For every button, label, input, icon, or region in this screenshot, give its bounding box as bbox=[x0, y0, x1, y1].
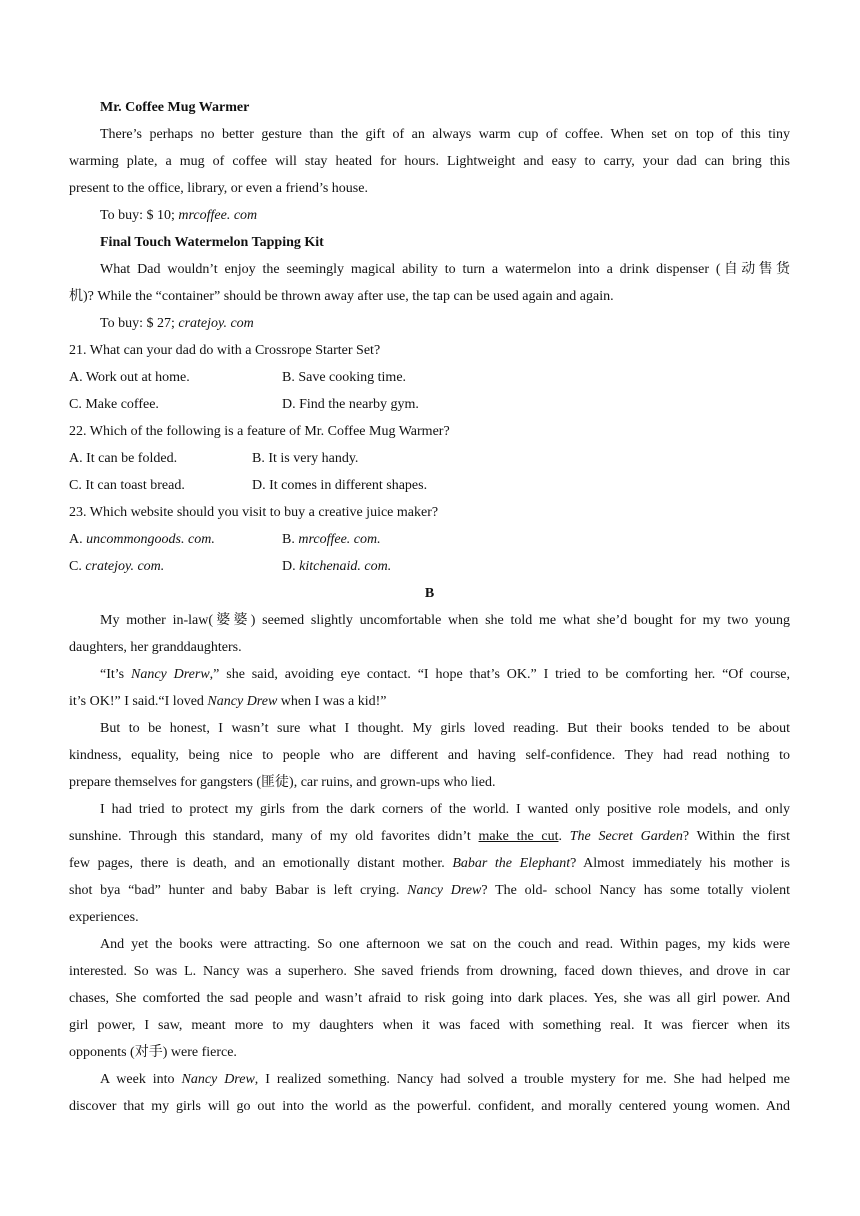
item-title-mug-warmer: Mr. Coffee Mug Warmer bbox=[100, 100, 250, 115]
paragraph-line bbox=[69, 828, 790, 846]
text-run: it’s OK!” I said.“I loved bbox=[69, 694, 208, 709]
text-run: “It’s bbox=[100, 667, 131, 682]
option-a: A. Work out at home. bbox=[69, 370, 190, 385]
buy-price: To buy: $ 10; bbox=[100, 208, 179, 223]
paragraph-line: experiences. bbox=[69, 910, 139, 925]
paragraph-line: daughters, her granddaughters. bbox=[69, 640, 242, 655]
text-run: A week into bbox=[100, 1072, 182, 1087]
text-run: when I was a kid!” bbox=[277, 694, 387, 709]
option-text: cratejoy. com. bbox=[85, 559, 165, 574]
text-run: ? Within the first bbox=[682, 829, 790, 844]
option-text: uncommongoods. com. bbox=[86, 532, 215, 547]
buy-price: To buy: $ 27; bbox=[100, 316, 179, 331]
paragraph-line: What Dad wouldn’t enjoy the seemingly magical ability to turn a watermelon into a drink dispenser (自动售货 bbox=[100, 262, 790, 277]
option-text: mrcoffee. com. bbox=[298, 532, 381, 547]
text-run: shot bya “bad” hunter and baby Babar is left crying. bbox=[69, 883, 408, 898]
paragraph-line: opponents (对手) were fierce. bbox=[69, 1045, 237, 1060]
paragraph-line bbox=[69, 693, 790, 711]
section-heading: B bbox=[424, 586, 435, 601]
paragraph-line bbox=[100, 1071, 790, 1089]
option-d bbox=[282, 558, 391, 576]
option-b bbox=[282, 531, 381, 549]
option-b: B. It is very handy. bbox=[252, 451, 359, 466]
text-run: ? Almost immediately his mother is bbox=[570, 856, 790, 871]
paragraph-line: There’s perhaps no better gesture than the gift of an always warm cup of coffee. When set on top of this tiny bbox=[100, 127, 790, 142]
text-run: ,” she said, avoiding eye contact. “I hope that’s OK.” I tried to be comforting her. “Of course, bbox=[209, 667, 790, 682]
paragraph-line: present to the office, library, or even a friend’s house. bbox=[69, 181, 368, 196]
paragraph-line: I had tried to protect my girls from the dark corners of the world. I wanted only positive role models, and only bbox=[100, 802, 790, 817]
paragraph-line: But to be honest, I wasn’t sure what I thought. My girls loved reading. But their books tended to be about bbox=[100, 721, 790, 736]
buy-info bbox=[100, 207, 790, 225]
text-run: few pages, there is death, and an emotionally distant mother. bbox=[69, 856, 453, 871]
paragraph-line: kindness, equality, being nice to people who are different and having self-confidence. They had read nothing to bbox=[69, 748, 790, 763]
option-letter: D. bbox=[282, 559, 300, 574]
book-title: Nancy Drew bbox=[207, 694, 278, 709]
text-run: . bbox=[558, 829, 570, 844]
item-title-watermelon-kit: Final Touch Watermelon Tapping Kit bbox=[100, 235, 324, 250]
option-a: A. It can be folded. bbox=[69, 451, 178, 466]
paragraph-line: 机)? While the “container” should be thrown away after use, the tap can be used again and again. bbox=[69, 289, 614, 304]
book-title: Babar the Elephant bbox=[452, 856, 571, 871]
option-letter: B. bbox=[282, 532, 299, 547]
paragraph-line: girl power, I saw, meant more to my daughters when it was faced with something real. It was fiercer when its bbox=[69, 1018, 790, 1033]
option-letter: C. bbox=[69, 559, 86, 574]
paragraph-line: chases, She comforted the sad people and wasn’t afraid to risk going into dark places. Yes, she was all girl power. And bbox=[69, 991, 790, 1006]
paragraph-line: interested. So was L. Nancy was a superhero. She saved friends from drowning, faced down thieves, and drove in car bbox=[69, 964, 790, 979]
buy-info bbox=[100, 315, 790, 333]
option-c: C. Make coffee. bbox=[69, 397, 159, 412]
paragraph-line: My mother in-law(婆婆) seemed slightly uncomfortable when she told me what she’d bought for my two young bbox=[100, 613, 790, 628]
paragraph-line: warming plate, a mug of coffee will stay heated for hours. Lightweight and easy to carry, your dad can bring this bbox=[69, 154, 790, 169]
option-a bbox=[69, 531, 215, 549]
underlined-phrase: make the cut bbox=[478, 829, 559, 844]
options-row bbox=[69, 450, 790, 468]
buy-website: cratejoy. com bbox=[178, 316, 254, 331]
question-21: 21. What can your dad do with a Crossrope Starter Set? bbox=[69, 343, 381, 358]
option-c: C. It can toast bread. bbox=[69, 478, 185, 493]
text-run: ? The old- school Nancy has some totally violent bbox=[481, 883, 790, 898]
book-title: The Secret Garden bbox=[569, 829, 683, 844]
text-run: sunshine. Through this standard, many of my old favorites didn’t bbox=[69, 829, 479, 844]
paragraph-line: And yet the books were attracting. So one afternoon we sat on the couch and read. Within pages, my kids were bbox=[100, 937, 790, 952]
option-c bbox=[69, 558, 164, 576]
book-title: Nancy Drew bbox=[407, 883, 482, 898]
book-title: Nancy Drew bbox=[181, 1072, 255, 1087]
paragraph-line: prepare themselves for gangsters (匪徒), car ruins, and grown-ups who lied. bbox=[69, 775, 496, 790]
option-b: B. Save cooking time. bbox=[282, 370, 407, 385]
option-d: D. Find the nearby gym. bbox=[282, 397, 419, 412]
options-row bbox=[69, 558, 790, 576]
paragraph-line bbox=[69, 855, 790, 873]
paragraph-line bbox=[100, 666, 790, 684]
question-22: 22. Which of the following is a feature of Mr. Coffee Mug Warmer? bbox=[69, 424, 450, 439]
option-text: kitchenaid. com. bbox=[299, 559, 392, 574]
options-row bbox=[69, 477, 790, 495]
options-row bbox=[69, 396, 790, 414]
question-23: 23. Which website should you visit to buy a creative juice maker? bbox=[69, 505, 439, 520]
option-d: D. It comes in different shapes. bbox=[252, 478, 428, 493]
options-row bbox=[69, 531, 790, 549]
paragraph-line: discover that my girls will go out into the world as the powerful. confident, and morally centered young women. And bbox=[69, 1099, 790, 1114]
option-letter: A. bbox=[69, 532, 87, 547]
text-run: , I realized something. Nancy had solved a trouble mystery for me. She had helped me bbox=[254, 1072, 790, 1087]
options-row bbox=[69, 369, 790, 387]
book-title: Nancy Drerw bbox=[130, 667, 210, 682]
paragraph-line bbox=[69, 882, 790, 900]
buy-website: mrcoffee. com bbox=[178, 208, 258, 223]
